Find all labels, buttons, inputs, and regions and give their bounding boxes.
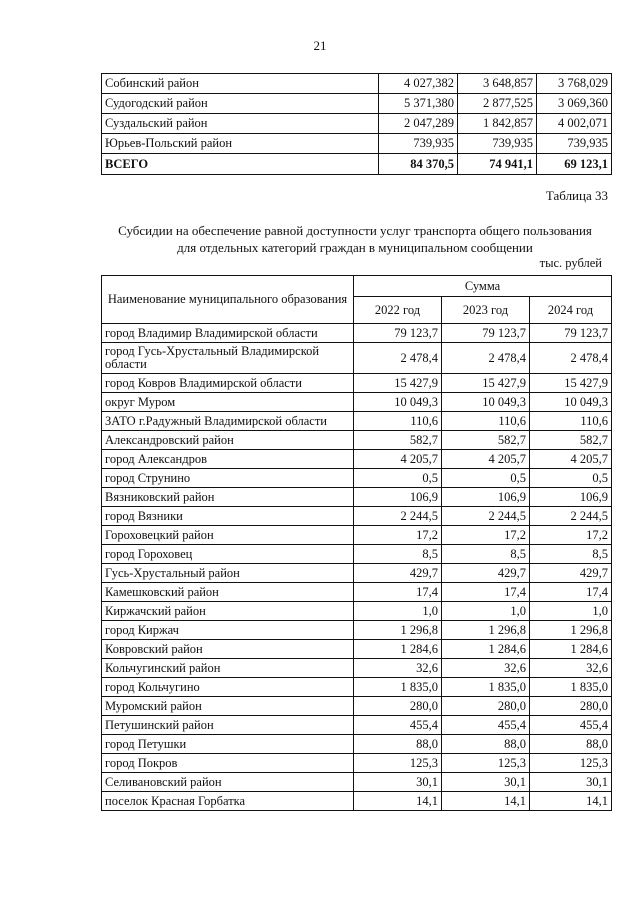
caption-line-2: для отдельных категорий граждан в муниципальном сообщении	[177, 240, 533, 255]
value-2023-cell: 88,0	[442, 735, 530, 754]
value-2023-cell: 2 877,525	[458, 94, 537, 114]
municipality-cell: Петушинский район	[102, 716, 354, 735]
municipality-cell: Суздальский район	[102, 114, 379, 134]
table-row	[102, 659, 612, 678]
value-2023-cell: 10 049,3	[442, 393, 530, 412]
municipality-cell: Юрьев-Польский район	[102, 134, 379, 154]
table-row	[102, 697, 612, 716]
municipality-cell: Камешковский район	[102, 583, 354, 602]
table-caption	[100, 222, 610, 256]
subsidy-table-continued	[101, 73, 612, 175]
table-row	[102, 393, 612, 412]
value-2022-cell: 1 835,0	[354, 678, 442, 697]
total-2022: 84 370,5	[379, 154, 458, 175]
table-row	[102, 754, 612, 773]
value-2024-cell: 1,0	[530, 602, 612, 621]
table-row	[102, 114, 612, 134]
value-2024-cell: 739,935	[537, 134, 612, 154]
value-2023-cell: 280,0	[442, 697, 530, 716]
value-2022-cell: 2 478,4	[354, 343, 442, 374]
total-2023: 74 941,1	[458, 154, 537, 175]
municipality-cell: Вязниковский район	[102, 488, 354, 507]
value-2022-cell: 30,1	[354, 773, 442, 792]
table-row	[102, 324, 612, 343]
municipality-cell: город Гусь-Хрустальный Владимирской области	[102, 343, 354, 374]
value-2024-cell: 88,0	[530, 735, 612, 754]
value-2024-cell: 3 069,360	[537, 94, 612, 114]
value-2023-cell: 17,4	[442, 583, 530, 602]
value-2023-cell: 79 123,7	[442, 324, 530, 343]
table-label: Таблица 33	[545, 188, 608, 203]
value-2023-cell: 2 244,5	[442, 507, 530, 526]
value-2024-cell: 17,2	[530, 526, 612, 545]
municipality-cell: город Владимир Владимирской области	[102, 324, 354, 343]
municipality-cell: город Кольчугино	[102, 678, 354, 697]
municipality-cell: Собинский район	[102, 74, 379, 94]
municipality-cell: город Гороховец	[102, 545, 354, 564]
value-2024-cell: 30,1	[530, 773, 612, 792]
table-row	[102, 526, 612, 545]
table-row	[102, 640, 612, 659]
value-2022-cell: 10 049,3	[354, 393, 442, 412]
header-name: Наименование муниципального образования	[102, 276, 354, 324]
table-row	[102, 469, 612, 488]
value-2023-cell: 1 835,0	[442, 678, 530, 697]
municipality-cell: Селивановский район	[102, 773, 354, 792]
table-row	[102, 134, 612, 154]
value-2022-cell: 582,7	[354, 431, 442, 450]
value-2024-cell: 8,5	[530, 545, 612, 564]
municipality-cell: Кольчугинский район	[102, 659, 354, 678]
transport-subsidy-table-body	[102, 324, 612, 811]
municipality-cell: город Вязники	[102, 507, 354, 526]
municipality-cell: Гусь-Хрустальный район	[102, 564, 354, 583]
value-2023-cell: 739,935	[458, 134, 537, 154]
subsidy-table-continued-body	[102, 74, 612, 175]
value-2023-cell: 455,4	[442, 716, 530, 735]
value-2022-cell: 110,6	[354, 412, 442, 431]
value-2022-cell: 5 371,380	[379, 94, 458, 114]
value-2023-cell: 15 427,9	[442, 374, 530, 393]
caption-line-1: Субсидии на обеспечение равной доступности услуг транспорта общего пользования	[118, 223, 592, 238]
header-year-2024: 2024 год	[530, 297, 612, 324]
value-2024-cell: 3 768,029	[537, 74, 612, 94]
table-row	[102, 792, 612, 811]
value-2022-cell: 15 427,9	[354, 374, 442, 393]
table-row	[102, 621, 612, 640]
municipality-cell: поселок Красная Горбатка	[102, 792, 354, 811]
value-2022-cell: 17,2	[354, 526, 442, 545]
page-number: 21	[313, 38, 327, 53]
municipality-cell: город Петушки	[102, 735, 354, 754]
value-2024-cell: 1 296,8	[530, 621, 612, 640]
value-2023-cell: 14,1	[442, 792, 530, 811]
value-2022-cell: 2 244,5	[354, 507, 442, 526]
municipality-cell: Александровский район	[102, 431, 354, 450]
municipality-cell: город Ковров Владимирской области	[102, 374, 354, 393]
header-sum: Сумма	[354, 276, 612, 297]
value-2024-cell: 2 478,4	[530, 343, 612, 374]
value-2024-cell: 125,3	[530, 754, 612, 773]
value-2024-cell: 2 244,5	[530, 507, 612, 526]
value-2022-cell: 4 027,382	[379, 74, 458, 94]
value-2023-cell: 110,6	[442, 412, 530, 431]
value-2022-cell: 106,9	[354, 488, 442, 507]
table-row	[102, 450, 612, 469]
value-2022-cell: 429,7	[354, 564, 442, 583]
municipality-cell: ЗАТО г.Радужный Владимирской области	[102, 412, 354, 431]
value-2022-cell: 8,5	[354, 545, 442, 564]
municipality-cell: Ковровский район	[102, 640, 354, 659]
table-row	[102, 583, 612, 602]
value-2024-cell: 280,0	[530, 697, 612, 716]
value-2022-cell: 2 047,289	[379, 114, 458, 134]
value-2022-cell: 1 284,6	[354, 640, 442, 659]
municipality-cell: Киржачский район	[102, 602, 354, 621]
header-year-2022: 2022 год	[354, 297, 442, 324]
value-2024-cell: 4 205,7	[530, 450, 612, 469]
value-2022-cell: 4 205,7	[354, 450, 442, 469]
total-row	[102, 154, 612, 175]
table-row	[102, 412, 612, 431]
municipality-cell: Гороховецкий район	[102, 526, 354, 545]
header-row-1	[102, 276, 612, 297]
value-2022-cell: 17,4	[354, 583, 442, 602]
municipality-cell: город Покров	[102, 754, 354, 773]
table-row	[102, 488, 612, 507]
value-2024-cell: 10 049,3	[530, 393, 612, 412]
value-2022-cell: 14,1	[354, 792, 442, 811]
value-2022-cell: 79 123,7	[354, 324, 442, 343]
transport-subsidy-table	[101, 275, 612, 811]
value-2022-cell: 0,5	[354, 469, 442, 488]
municipality-cell: Муромский район	[102, 697, 354, 716]
value-2022-cell: 125,3	[354, 754, 442, 773]
value-2024-cell: 106,9	[530, 488, 612, 507]
value-2024-cell: 455,4	[530, 716, 612, 735]
value-2023-cell: 125,3	[442, 754, 530, 773]
table-row	[102, 94, 612, 114]
value-2024-cell: 32,6	[530, 659, 612, 678]
municipality-cell: округ Муром	[102, 393, 354, 412]
total-label: ВСЕГО	[102, 154, 379, 175]
table-row	[102, 545, 612, 564]
value-2023-cell: 3 648,857	[458, 74, 537, 94]
value-2024-cell: 4 002,071	[537, 114, 612, 134]
value-2024-cell: 15 427,9	[530, 374, 612, 393]
table-row	[102, 678, 612, 697]
value-2023-cell: 17,2	[442, 526, 530, 545]
municipality-cell: город Александров	[102, 450, 354, 469]
municipality-cell: Судогодский район	[102, 94, 379, 114]
value-2023-cell: 106,9	[442, 488, 530, 507]
value-2024-cell: 14,1	[530, 792, 612, 811]
units-label: тыс. рублей	[539, 256, 602, 270]
value-2024-cell: 17,4	[530, 583, 612, 602]
value-2022-cell: 32,6	[354, 659, 442, 678]
value-2024-cell: 1 835,0	[530, 678, 612, 697]
value-2023-cell: 30,1	[442, 773, 530, 792]
value-2023-cell: 4 205,7	[442, 450, 530, 469]
header-year-2023: 2023 год	[442, 297, 530, 324]
table-row	[102, 374, 612, 393]
total-2024: 69 123,1	[537, 154, 612, 175]
municipality-cell: город Струнино	[102, 469, 354, 488]
value-2022-cell: 739,935	[379, 134, 458, 154]
value-2022-cell: 455,4	[354, 716, 442, 735]
value-2022-cell: 1,0	[354, 602, 442, 621]
value-2023-cell: 582,7	[442, 431, 530, 450]
table-row	[102, 564, 612, 583]
value-2023-cell: 429,7	[442, 564, 530, 583]
value-2024-cell: 582,7	[530, 431, 612, 450]
table-row	[102, 74, 612, 94]
table-row	[102, 773, 612, 792]
value-2023-cell: 1 284,6	[442, 640, 530, 659]
value-2023-cell: 1 842,857	[458, 114, 537, 134]
table-row	[102, 602, 612, 621]
value-2024-cell: 0,5	[530, 469, 612, 488]
value-2023-cell: 8,5	[442, 545, 530, 564]
value-2023-cell: 2 478,4	[442, 343, 530, 374]
value-2024-cell: 1 284,6	[530, 640, 612, 659]
municipality-cell: город Киржач	[102, 621, 354, 640]
value-2024-cell: 429,7	[530, 564, 612, 583]
table-row	[102, 735, 612, 754]
value-2023-cell: 0,5	[442, 469, 530, 488]
value-2022-cell: 88,0	[354, 735, 442, 754]
value-2022-cell: 280,0	[354, 697, 442, 716]
table-row	[102, 431, 612, 450]
value-2022-cell: 1 296,8	[354, 621, 442, 640]
value-2023-cell: 1,0	[442, 602, 530, 621]
table-row	[102, 716, 612, 735]
value-2024-cell: 110,6	[530, 412, 612, 431]
value-2023-cell: 32,6	[442, 659, 530, 678]
table-row	[102, 343, 612, 374]
value-2023-cell: 1 296,8	[442, 621, 530, 640]
value-2024-cell: 79 123,7	[530, 324, 612, 343]
table-row	[102, 507, 612, 526]
